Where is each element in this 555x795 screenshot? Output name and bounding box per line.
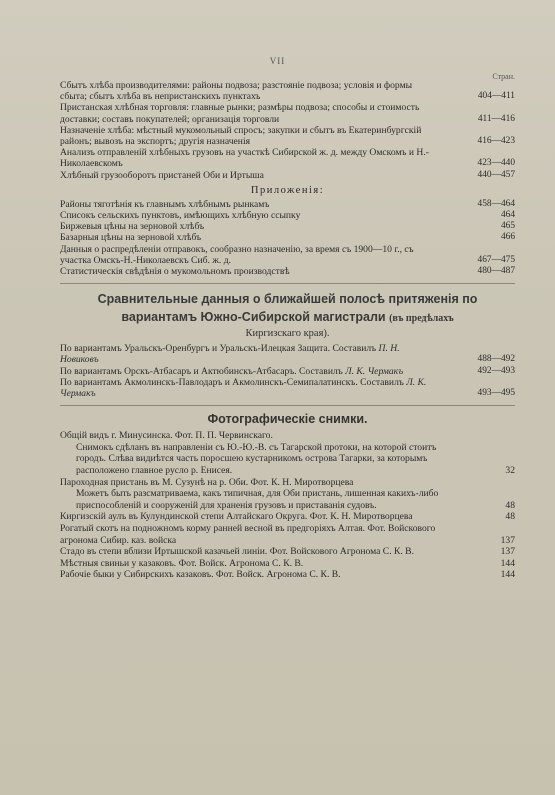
divider: [60, 283, 515, 284]
photo-text: [60, 546, 515, 558]
photo-text: [60, 430, 515, 476]
photo-text: [60, 477, 515, 512]
entry-text: Статистическія свѣдѣнія о мукомольномъ производствѣ: [60, 266, 290, 278]
photo-title: Стадо въ степи вблизи Иртышской казачьей линіи. Фот. Войскового Агронома С. К. В.: [60, 546, 414, 558]
entry-pages: 411—416: [477, 113, 515, 124]
photo-pages: 48: [505, 511, 515, 523]
photo-title: Общій видъ г. Минусинска. Фот. П. П. Червинскаго.: [60, 430, 273, 442]
entry-text: Хлѣбный грузооборотъ пристаней Оби и Иртыша: [60, 169, 264, 181]
photo-pages: 137: [500, 534, 515, 546]
page-number: VII: [269, 56, 286, 66]
photo-entry: [60, 430, 515, 476]
entry-text: Анализъ отправленій хлѣбныхъ грузовъ на участкѣ Сибирской ж. д. между Омскомъ и Н.-Николаевскомъ: [60, 147, 429, 170]
entry-pages: 492—493: [477, 365, 515, 376]
section2-entry: [60, 343, 515, 365]
entry-text: Районы тяготѣнія къ главнымъ хлѣбнымъ рынкамъ: [60, 198, 270, 210]
contents-body: [60, 80, 515, 581]
photo-entry: [60, 477, 515, 512]
photos-list: [60, 430, 515, 581]
toc-entry: [60, 170, 515, 181]
entry-text: По вариантамъ Уральскъ-Оренбургъ и Уральскъ-Илецкая Защита. Составилъ П. Н. Новиковъ: [60, 343, 400, 366]
photo-pages: 137: [500, 546, 515, 558]
section2-title: Сравнительные данныя о ближайшей полосѣ притяженія по вариантамъ Южно-Сибирской магистрали: [97, 292, 478, 325]
photo-entry: [60, 511, 515, 523]
divider: [60, 405, 515, 406]
entry-pages: 467—475: [477, 254, 515, 265]
appendix-entry: [60, 244, 515, 266]
section2-list: [60, 343, 515, 399]
photo-text: [60, 558, 515, 570]
entry-pages: 416—423: [477, 136, 515, 147]
entry-pages: 464: [500, 210, 515, 221]
section2-heading: [60, 290, 515, 328]
photo-entry: [60, 558, 515, 570]
photo-text: [60, 569, 515, 581]
photo-title: Пароходная пристань въ М. Сузунѣ на р. Оби. Фот. К. Н. Миротворцева: [60, 476, 354, 488]
entry-pages: 465: [500, 221, 515, 232]
entry-pages: 466: [500, 232, 515, 243]
entry-pages: 493—495: [477, 388, 515, 399]
entry-text: Базарныя цѣны на зерновой хлѣбъ: [60, 232, 202, 244]
section2-entry: [60, 377, 515, 399]
entry-text: Пристанская хлѣбная торговля: главные рынки; размѣры подвоза; способы и стоимость доставки; составъ покупателей; организація торговли: [60, 102, 420, 125]
photo-pages: 48: [505, 499, 515, 511]
entry-pages: 480—487: [477, 266, 515, 277]
photo-entry: [60, 546, 515, 558]
photo-pages: 32: [505, 465, 515, 477]
pages-column-header: Стран.: [492, 72, 515, 81]
toc-entry: [60, 147, 515, 169]
entry-pages: 488—492: [477, 354, 515, 365]
photos-heading: Фотографическіе снимки.: [207, 412, 368, 427]
photo-title: Рогатый скотъ на подножномъ корму ранней весной въ предгоріяхъ Алтая. Фот. Войскового агронома Сибир. каз. войска: [60, 523, 436, 546]
appendix-list: [60, 199, 515, 277]
entry-text: Списокъ сельскихъ пунктовъ, имѣющихъ хлѣбную ссыпку: [60, 210, 301, 222]
appendix-entry: [60, 210, 515, 221]
entry-pages: 440—457: [477, 169, 515, 180]
section2-entry: [60, 366, 515, 377]
entry-text: По вариантамъ Орскъ-Атбасаръ и Актюбинскъ-Атбасаръ. Составилъ Л. К. Чермакъ: [60, 365, 404, 377]
entry-text: Назначеніе хлѣба: мѣстный мукомольный спросъ; закупки и сбытъ въ Екатеринбургскій районъ; вывозъ на экспортъ; другія назначенія: [60, 124, 422, 148]
photo-text: [60, 511, 515, 523]
toc-entry: [60, 80, 515, 102]
appendix-entry: [60, 232, 515, 243]
entry-text: Сбытъ хлѣба производителями: районы подвоза; разстояніе подвоза; условія и формы сбыта; сбытъ хлѣба въ непристанскихъ пунктахъ: [60, 80, 413, 103]
photo-text: [60, 523, 515, 546]
entry-author: Л. К. Чермакъ: [60, 376, 427, 400]
section2-paren: (въ предѣлахъ: [389, 313, 454, 325]
appendix-heading: Приложенія:: [250, 184, 325, 196]
photo-title: Мѣстныя свиньи у казаковъ. Фот. Войск. Агронома С. К. В.: [60, 557, 304, 569]
entry-author: П. Н. Новиковъ: [60, 343, 400, 366]
photo-pages: 144: [500, 569, 515, 581]
toc-entry: [60, 125, 515, 147]
photo-pages: 144: [500, 557, 515, 569]
photo-entry: [60, 523, 515, 546]
entry-text: По вариантамъ Акмолинскъ-Павлодаръ и Акмолинскъ-Семипалатинскъ. Составилъ Л. К. Чермакъ: [60, 376, 427, 400]
entry-pages: 458—464: [477, 198, 515, 209]
section2-subtitle: Киргизскаго края).: [245, 328, 330, 340]
entry-text: Данныя о распредѣленіи отправокъ, сообразно назначенію, за время съ 1900—10 г., съ участка Омскъ-Н.-Николаевскъ Сиб. ж. д.: [60, 243, 414, 266]
photo-entry: [60, 569, 515, 581]
entry-author: Л. К. Чермакъ: [345, 365, 404, 377]
entry-pages: 404—411: [477, 91, 515, 102]
photo-caption: Можетъ быть разсматриваема, какъ типичная, для Оби пристань, лишенная какихъ-либо приспособленій и сооруженій для храненія грузовъ и приставанія судовъ.: [76, 488, 439, 511]
photo-title: Киргизскій аулъ въ Кулундинской степи Алтайскаго Округа. Фот. К. Н. Миротворцева: [60, 511, 413, 523]
toc-list: [60, 80, 515, 181]
appendix-entry: [60, 221, 515, 232]
appendix-entry: [60, 199, 515, 210]
entry-pages: 423—440: [477, 158, 515, 169]
appendix-entry: [60, 266, 515, 277]
photo-title: Рабочіе быки у Сибирскихъ казаковъ. Фот. Войск. Агронома С. К. В.: [60, 569, 341, 581]
entry-text: Биржевыя цѣны на зерновой хлѣбъ: [60, 221, 205, 233]
photo-caption: Снимокъ сдѣланъ въ направленіи съ Ю.-Ю.-В. съ Тагарской протоки, на которой стоитъ городъ. Слѣва видиѣтся часть поросшею кустарникомъ острова Тагарки, за которымъ расположено главное русло р. Енисея.: [76, 441, 437, 477]
toc-entry: [60, 102, 515, 124]
